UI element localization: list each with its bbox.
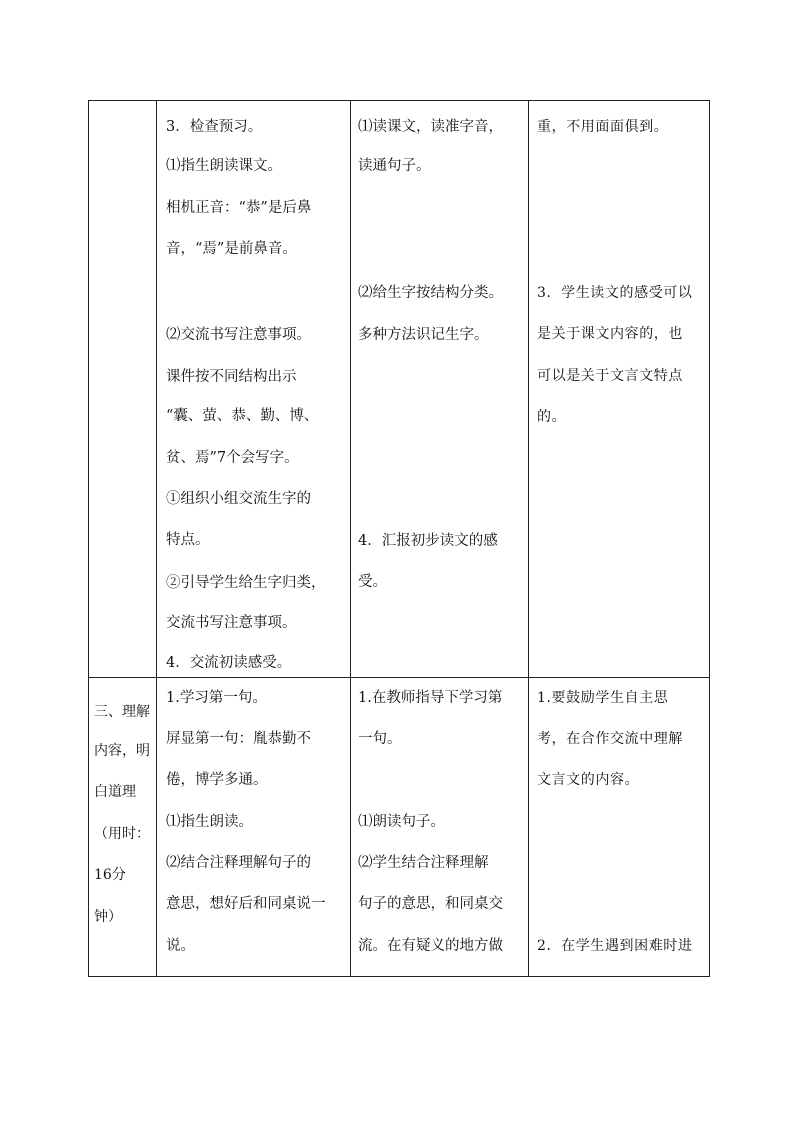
text-line: 屏显第一句：胤恭勤不 — [166, 731, 311, 747]
text-line: ⑴朗读句子。 — [358, 814, 445, 830]
text-line: 特点。 — [166, 532, 210, 548]
text-line: ⑴读课文，读准字音， — [358, 119, 503, 135]
stage-cell — [89, 101, 157, 678]
table-row — [89, 678, 710, 977]
text-line: ⑵给生字按结构分类。 — [358, 285, 503, 301]
text-line: 是关于课文内容的，也 — [537, 326, 683, 342]
text-line: “囊、萤、恭、勤、博、 — [166, 408, 319, 424]
text-line: 钟） — [94, 909, 122, 925]
text-line: 读通句子。 — [358, 158, 431, 174]
text-line: 贫、焉”7个会写字。 — [166, 450, 299, 466]
stage-cell — [89, 678, 157, 977]
design-notes-cell — [529, 678, 710, 977]
text-line: 2．在学生遇到困难时进 — [537, 938, 693, 954]
text-line: 文言文的内容。 — [537, 772, 640, 788]
text-line: 1.要鼓励学生自主思 — [537, 690, 669, 706]
student-activity-cell — [351, 678, 529, 977]
text-line: 多种方法识记生字。 — [358, 327, 489, 343]
text-line: 课件按不同结构出示 — [166, 369, 297, 385]
text-line: 交流书写注意事项。 — [166, 615, 297, 631]
text-line: 意思，想好后和同桌说一 — [166, 896, 326, 912]
text-line: 3．学生读文的感受可以 — [537, 285, 693, 301]
text-line: 重，不用面面俱到。 — [537, 119, 669, 135]
text-line: 1.学习第一句。 — [166, 690, 267, 706]
text-line: ①组织小组交流生字的 — [166, 491, 311, 507]
text-line: 三、理解 — [94, 704, 150, 720]
text-line: 流。在有疑义的地方做 — [358, 938, 503, 954]
teacher-activity-cell — [157, 101, 351, 678]
text-line: 白道理 — [94, 784, 136, 800]
text-line: ②引导学生给生字归类， — [166, 575, 326, 591]
text-line: 一句。 — [358, 731, 402, 747]
text-line: ⑵学生结合注释理解 — [358, 855, 489, 871]
text-line: 4．交流初读感受。 — [166, 655, 292, 671]
table-row — [89, 101, 710, 678]
text-line: 的。 — [537, 409, 567, 425]
text-line: 说。 — [166, 938, 195, 954]
text-line: ⑵结合注释理解句子的 — [166, 855, 311, 871]
student-activity-cell — [351, 101, 529, 678]
text-line: 16分 — [94, 867, 126, 883]
text-line: 4．汇报初步读文的感 — [358, 533, 498, 549]
text-line: 相机正音：“恭”是后鼻 — [166, 200, 312, 216]
text-line: 音，“焉”是前鼻音。 — [166, 241, 297, 257]
text-line: ⑴指生朗读。 — [166, 814, 253, 830]
text-line: 3．检查预习。 — [166, 119, 263, 135]
text-line: 内容，明 — [94, 743, 150, 759]
text-line: （用时： — [94, 826, 150, 842]
text-line: 1.在教师指导下学习第 — [358, 690, 503, 706]
text-line: 句子的意思，和同桌交 — [358, 896, 503, 912]
text-line: ⑴指生朗读课文。 — [166, 158, 282, 174]
text-line: 可以是关于文言文特点 — [537, 368, 683, 384]
text-line: 倦，博学多通。 — [166, 772, 268, 788]
design-notes-cell — [529, 101, 710, 678]
text-line: 受。 — [358, 574, 387, 590]
lesson-plan-table — [88, 100, 710, 977]
teacher-activity-cell — [157, 678, 351, 977]
text-line: 考，在合作交流中理解 — [537, 731, 683, 747]
text-line: ⑵交流书写注意事项。 — [166, 327, 311, 343]
